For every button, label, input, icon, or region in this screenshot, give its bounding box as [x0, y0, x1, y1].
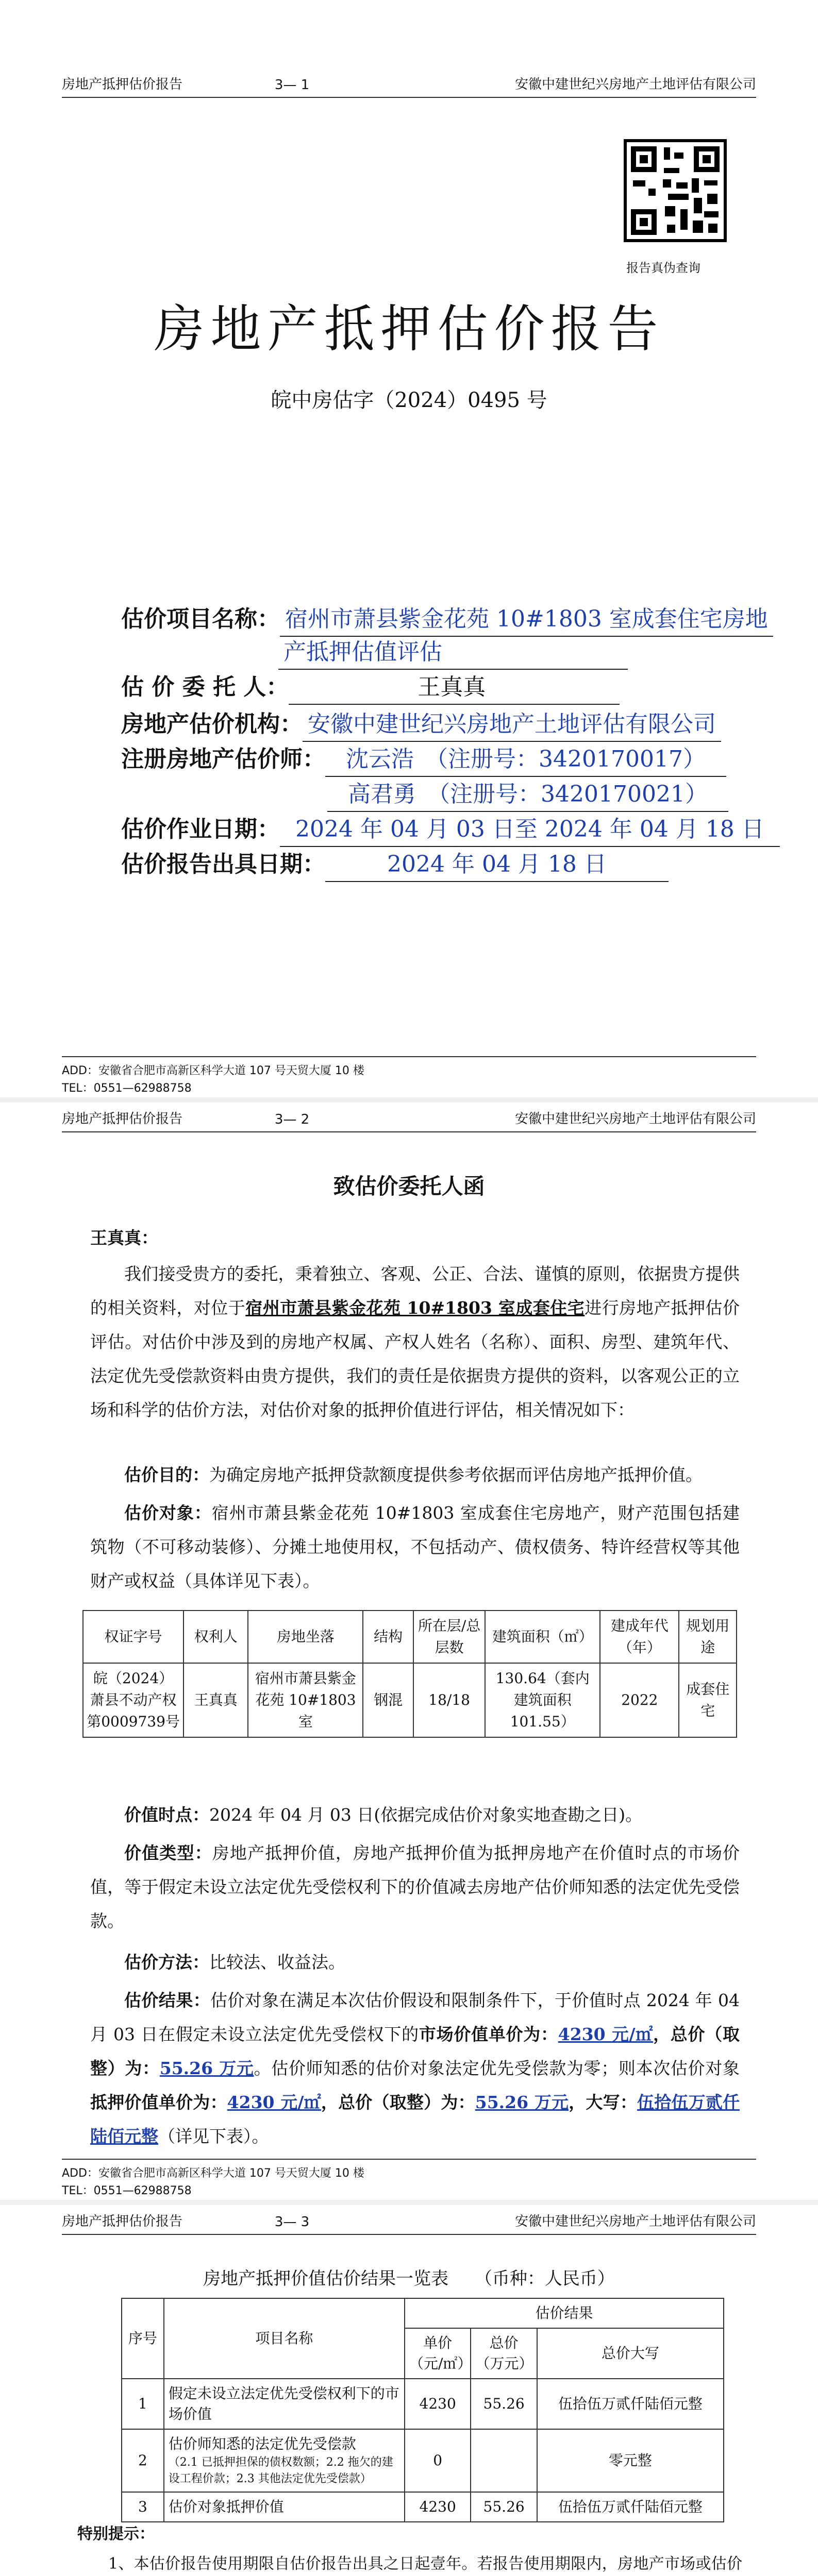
- cell-upper: 伍拾伍万贰仟陆佰元整: [537, 2379, 724, 2429]
- col-header: 房地坐落: [248, 1611, 363, 1663]
- intro-text-c: 进行房地产抵押估价评估。对估价中涉及到的房地产权属、产权人姓名（名称）、面积、房型、建筑年代、法定优先受偿款资料由贵方提供，我们的责任是依据贵方提供的资料，以客观公正的立场和科学的估价方法，对估价对象的抵押价值进行评估，相关情况如下：: [90, 1298, 740, 1420]
- letter-method: [90, 1945, 740, 1979]
- cell-item-text: 估价师知悉的法定优先受偿款: [168, 2435, 356, 2452]
- letter-object: [90, 1496, 740, 1598]
- project-value-cont: 产抵押估值评估: [278, 636, 628, 670]
- table-row: [122, 2429, 724, 2492]
- col-header-upper: 总价大写: [537, 2328, 724, 2379]
- result-text: ，总价（取整）为：: [321, 2092, 475, 2112]
- col-header: 建成年代（年）: [600, 1611, 679, 1663]
- cell-no: 2: [122, 2429, 164, 2492]
- result-text: （详见下表）。: [158, 2126, 269, 2146]
- page-divider: [0, 1097, 818, 1103]
- agency-label: 房地产估价机构：: [121, 711, 303, 737]
- client-label: 估 价 委 托 人：: [121, 674, 289, 700]
- cell-unit: 4230: [405, 2492, 471, 2522]
- col-header: 规划用途: [679, 1611, 737, 1663]
- market-unit-price: 4230 元/㎡: [558, 2024, 654, 2044]
- object-label: 估价对象：: [124, 1503, 212, 1523]
- col-header-no: 序号: [122, 2298, 164, 2379]
- header-left: 房地产抵押估价报告: [62, 1111, 183, 1127]
- footer-address: ADD：安徽省合肥市高新区科学大道 107 号天贸大厦 10 楼: [62, 1064, 364, 1077]
- cell-use: 成套住宅: [679, 1663, 737, 1737]
- page-number: 3— 2: [274, 1112, 310, 1127]
- page-number: 3— 1: [274, 77, 310, 93]
- page-header: [62, 72, 756, 98]
- summary-table: [121, 2298, 724, 2522]
- agency-value: 安徽中建世纪兴房地产土地评估有限公司: [303, 708, 721, 742]
- cell-total: 55.26: [471, 2492, 537, 2522]
- table-row: [122, 2492, 724, 2522]
- letter-title: 致估价委托人函: [333, 1174, 485, 1199]
- work-date-label: 估价作业日期：: [121, 816, 280, 842]
- cell-unit: 0: [405, 2429, 471, 2492]
- document-number: 皖中房估字（2024）0495 号: [271, 388, 547, 412]
- purpose-text: 为确定房地产抵押贷款额度提供参考依据而评估房地产抵押价值。: [209, 1465, 703, 1485]
- footer-tel: TEL：0551—62988758: [62, 2184, 192, 2197]
- col-header-result: 估价结果: [405, 2298, 724, 2328]
- header-right: 安徽中建世纪兴房地产土地评估有限公司: [514, 2214, 756, 2229]
- page-header: [62, 1107, 756, 1132]
- appraiser-2: 高君勇 （注册号：3420170021）: [327, 778, 728, 812]
- value-type-text: 房地产抵押价值，房地产抵押价值为抵押房地产在价值时点的市场价值，等于假定未设立法定优先受偿权利下的价值减去房地产估价师知悉的法定优先受偿款。: [90, 1843, 740, 1931]
- result-text: 市场价值单价为：: [419, 2024, 558, 2044]
- col-header-unit: 单价（元/㎡）: [405, 2328, 471, 2379]
- object-text: 宿州市萧县紫金花苑 10#1803 室成套住宅房地产，财产范围包括建筑物（不可移动装修）、分摊土地使用权，不包括动产、债权债务、特许经营权等其他财产或权益（具体详见下表）。: [90, 1503, 740, 1591]
- cell-structure: 钢混: [363, 1663, 413, 1737]
- letter-result: [90, 1984, 740, 2154]
- result-text: ，总价（取整）为：: [90, 2024, 740, 2078]
- col-header: 权利人: [183, 1611, 248, 1663]
- cell-no: 1: [122, 2379, 164, 2429]
- value-date-label: 价值时点：: [124, 1805, 209, 1825]
- work-date-value: 2024 年 04 月 03 日至 2024 年 04 月 18 日: [280, 813, 780, 847]
- letter-value-date: [90, 1798, 740, 1832]
- method-text: 比较法、收益法。: [209, 1952, 345, 1972]
- qr-code-icon[interactable]: [624, 139, 727, 242]
- col-header-total: 总价（万元）: [471, 2328, 537, 2379]
- method-label: 估价方法：: [124, 1952, 209, 1972]
- summary-title: 房地产抵押价值估价结果一览表: [203, 2268, 449, 2289]
- value-type-label: 价值类型：: [124, 1843, 212, 1863]
- header-right: 安徽中建世纪兴房地产土地评估有限公司: [514, 77, 756, 92]
- cell-item: [164, 2429, 405, 2492]
- cell-total: 55.26: [471, 2379, 537, 2429]
- mortgage-unit-price: 4230 元/㎡: [227, 2092, 321, 2112]
- cell-item-note: （2.1 已抵押担保的债权数额；2.2 拖欠的建设工程价款；2.3 其他法定优先受偿款）: [168, 2456, 393, 2485]
- result-text: ，大写：: [569, 2092, 638, 2112]
- cell-cert: 皖（2024）萧县不动产权第0009739号: [83, 1663, 183, 1737]
- project-value: 宿州市萧县紫金花苑 10#1803 室成套住宅房地: [280, 603, 773, 637]
- col-header: 所在层/总层数: [413, 1611, 485, 1663]
- summary-caption: [0, 2264, 818, 2290]
- page-cover: [0, 0, 818, 1097]
- col-header: 建筑面积（㎡）: [485, 1611, 600, 1663]
- page-number: 3— 3: [274, 2214, 310, 2230]
- report-title: 房地产抵押估价报告: [154, 300, 664, 359]
- issue-date-value: 2024 年 04 月 18 日: [325, 848, 669, 882]
- page-footer: [62, 2159, 756, 2200]
- letter-purpose: [90, 1458, 740, 1492]
- cell-location: 宿州市萧县紫金花苑 10#1803 室: [248, 1663, 363, 1737]
- issue-date-label: 估价报告出具日期：: [121, 851, 325, 877]
- project-label: 估价项目名称：: [121, 606, 280, 632]
- cell-upper: 伍拾伍万贰仟陆佰元整: [537, 2492, 724, 2522]
- letter-intro: [90, 1257, 740, 1427]
- cell-upper: 零元整: [537, 2429, 724, 2492]
- result-label: 估价结果：: [124, 1990, 210, 2010]
- cell-no: 3: [122, 2492, 164, 2522]
- result-text: 抵押价值单价为：: [90, 2092, 227, 2112]
- page-summary: [0, 2205, 818, 2576]
- cell-floor: 18/18: [413, 1663, 485, 1737]
- qr-caption: 报告真伪查询: [626, 261, 700, 275]
- page-footer: [62, 1056, 756, 1097]
- purpose-label: 估价目的：: [124, 1465, 209, 1485]
- mortgage-total-upper: 伍拾伍万贰仟陆佰元整: [90, 2092, 740, 2146]
- cell-total: [471, 2429, 537, 2492]
- cell-item: 估价对象抵押价值: [164, 2492, 405, 2522]
- tip-1: 1、本估价报告使用期限自估价报告出具之日起壹年。若报告使用期限内，房地产市场或估价: [108, 2555, 742, 2573]
- col-header: 结构: [363, 1611, 413, 1663]
- result-text: 估价对象在满足本次估价假设和限制条件下，于价值时点 2024 年 04 月 03 日在假定未设立法定优先受偿权下的: [90, 1990, 740, 2044]
- special-title: 特别提示：: [77, 2525, 155, 2543]
- result-text: 。估价师知悉的估价对象法定优先受偿款为零；则本次估价对象: [254, 2058, 740, 2078]
- appraiser-1: 沈云浩 （注册号：3420170017）: [325, 743, 726, 777]
- cell-owner: 王真真: [183, 1663, 248, 1737]
- value-date-text: 2024 年 04 月 03 日(依据完成估价对象实地查勘之日)。: [209, 1805, 643, 1825]
- header-left: 房地产抵押估价报告: [62, 2214, 183, 2229]
- client-value: 王真真: [289, 671, 620, 705]
- table-row: [122, 2379, 724, 2429]
- currency-note: （币种：人民币）: [474, 2268, 615, 2289]
- cover-info: [121, 603, 768, 891]
- col-header-item: 项目名称: [164, 2298, 405, 2379]
- special-tips: [77, 2519, 742, 2576]
- letter-salutation: [90, 1221, 740, 1255]
- footer-tel: TEL：0551—62988758: [62, 1082, 192, 1095]
- cell-area: 130.64（套内建筑面积 101.55）: [485, 1663, 600, 1737]
- cell-item: 假定未设立法定优先受偿权利下的市场价值: [164, 2379, 405, 2429]
- page-letter: [0, 1103, 818, 2200]
- table-row: [83, 1663, 737, 1737]
- header-right: 安徽中建世纪兴房地产土地评估有限公司: [514, 1111, 756, 1127]
- page-divider: [0, 2200, 818, 2205]
- market-total-price: 55.26 万元: [159, 2058, 254, 2078]
- property-table: [82, 1610, 737, 1738]
- appraiser-label: 注册房地产估价师：: [121, 746, 325, 772]
- col-header: 权证字号: [83, 1611, 183, 1663]
- cell-unit: 4230: [405, 2379, 471, 2429]
- letter-value-type: [90, 1836, 740, 1938]
- intro-text-a: 我们接受贵方的委托，秉着独立、客观、公正、合法、谨慎的原则，依据贵方提供的相关资料，对位于: [90, 1264, 740, 1318]
- page-header: [62, 2209, 756, 2235]
- mortgage-total-price: 55.26 万元: [475, 2092, 569, 2112]
- footer-address: ADD：安徽省合肥市高新区科学大道 107 号天贸大厦 10 楼: [62, 2167, 364, 2180]
- salutation: 王真真：: [90, 1228, 158, 1248]
- intro-property: 宿州市萧县紫金花苑 10#1803 室成套住宅: [245, 1298, 585, 1318]
- header-left: 房地产抵押估价报告: [62, 77, 183, 92]
- cell-year: 2022: [600, 1663, 679, 1737]
